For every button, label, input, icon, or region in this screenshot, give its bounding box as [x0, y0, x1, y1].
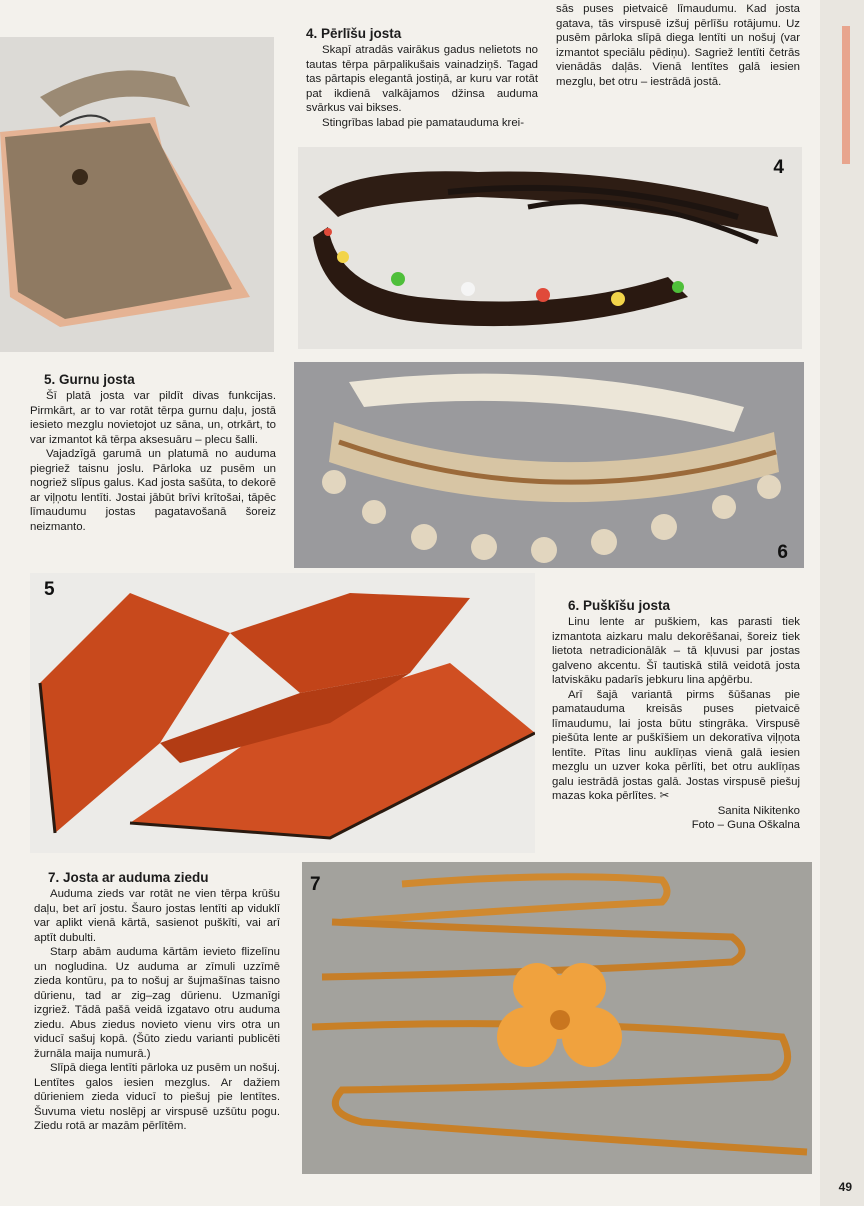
- hip-sash-photo: [30, 573, 535, 853]
- bag-photo: [0, 37, 274, 352]
- photo-number-7: 7: [310, 874, 321, 895]
- photo-number-4: 4: [773, 157, 784, 178]
- photo-number-6: 6: [777, 542, 788, 563]
- section-6-column: [552, 598, 800, 833]
- section-6-paragraph-1: Linu lente ar puškiem, kas parasti tiek izmantota aizkaru malu dekorēšanai, šoreiz tiek lietota netradicionālāk – tā kļuvusi par jostas galveno akcentu. Šī tautiskā stilā veidotā josta latviskāku padarīs jebkuru lina apģērbu.: [552, 616, 800, 686]
- section-7-paragraph-2: Starp abām auduma kārtām ievieto flizelīnu un nogludina. Uz auduma ar zīmuli uzzīmē zieda kontūru, pa to nošuj ar šujmašīnas taisno dūrienu, tad ar zig–zag dūrienu. Uzmanīgi izgriež. Tādā pašā veidā izgatavo otru auduma ziedu. Abus ziedus novieto vienu virs otra un viducī sašuj kopā. (Šūto ziedu varianti publicēti žurnāla maija numurā.): [34, 946, 280, 1060]
- section-6-paragraph-2: [552, 688, 800, 804]
- section-4-paragraph-2b: sās puses pietvaicē līmaudumu. Kad josta gatava, tās virspusē izšuj pērlīšu rotājumu. Uz pusēm pārloka slīpā diega lentīti un nošuj (var izmantot speciālu pēdiņu). Sagriež lentīti četrās vienādās daļās. Vienā lentītes galā iesien mezglu, bet otru – iestrādā jostā.: [556, 3, 800, 88]
- section-4-paragraph-1: Skapī atradās vairākus gadus nelietots no tautas tērpa pārpalikušais vainadziņš. Tagad tas pārtapis elegantā jostiņā, ar kuru var rotāt pat ikdienā valkājamos džinsa auduma svārkus vai bikses.: [306, 44, 538, 114]
- photo-credit: Foto – Guna Oškalna: [691, 819, 800, 831]
- beaded-belt-photo: [298, 147, 802, 349]
- end-mark-icon: ✂: [659, 790, 670, 802]
- section-5-column: [30, 372, 276, 534]
- section-6-title: 6. Puškīšu josta: [568, 598, 671, 613]
- page-edge: [820, 0, 864, 1206]
- section-5-paragraph-2: Vajadzīgā garumā un platumā no auduma piegriež taisnu joslu. Pārloka uz pusēm un nogriež slīpus galus. Kad josta sašūta, to dekorē ar viļņotu lentīti. Jostai jābūt brīvi krītošai, tāpēc līmaudumu jostas pagatavošanā šoreiz neizmanto.: [30, 448, 276, 533]
- section-7-column: [34, 870, 280, 1134]
- section-7-title: 7. Josta ar auduma ziedu: [48, 870, 209, 885]
- page-number: 49: [838, 1180, 852, 1194]
- section-7-paragraph-1: Auduma zieds var rotāt ne vien tērpa krūšu daļu, bet arī jostu. Šauro jostas lentīti ap viduklī var aplikt vienā kārtā, sasienot puškīti, vai arī aptīt dubulti.: [34, 888, 280, 944]
- flower-belt-photo: [302, 862, 812, 1174]
- section-6-paragraph-2-text: Arī šajā variantā pirms šūšanas pie pamatauduma kreisās puses pietvaicē līmaudumu, lai josta būtu stingrāka. Virspusē piešūta lente ar puškīšiem un dekoratīva viļņota lentīte. Pītas linu auklīņas vienā galā iesien mezglu un uzver koka pērlīti, bet otru auklīņas galu iestrādā jostas galā. Jostas virspusē piešuj mazas koka pērlītes.: [552, 688, 800, 802]
- tassel-belt-photo: [294, 362, 804, 568]
- section-4-column-1: [306, 26, 538, 130]
- author-name: Sanita Nikitenko: [717, 804, 800, 817]
- section-4-title: 4. Pērlīšu josta: [306, 26, 402, 41]
- section-5-paragraph-1: Šī platā josta var pildīt divas funkcijas. Pirmkārt, ar to var rotāt tērpa gurnu daļu, jostā iesieto mezglu novietojot uz sāna, un, otrkārt, to var izmantot kā tērpa aksesuāru – plecu šalli.: [30, 390, 276, 446]
- section-4-paragraph-2a: Stingrības labad pie pamatauduma krei-: [322, 116, 524, 129]
- photo-number-5: 5: [44, 579, 55, 600]
- section-5-title: 5. Gurnu josta: [44, 372, 135, 387]
- section-4-column-2: [556, 2, 800, 89]
- page-tab-marker: [842, 26, 850, 164]
- section-7-paragraph-3: Slīpā diega lentīti pārloka uz pusēm un nošuj. Lentītes galos iesien mezglus. Ar dažiem dūrieniem zieda viducī to piešuj pie lentītes. Šuvuma vietu noslēpj ar virspusē uzšūtu pogu. Ziedu rotā ar mazām pērlītēm.: [34, 1062, 280, 1132]
